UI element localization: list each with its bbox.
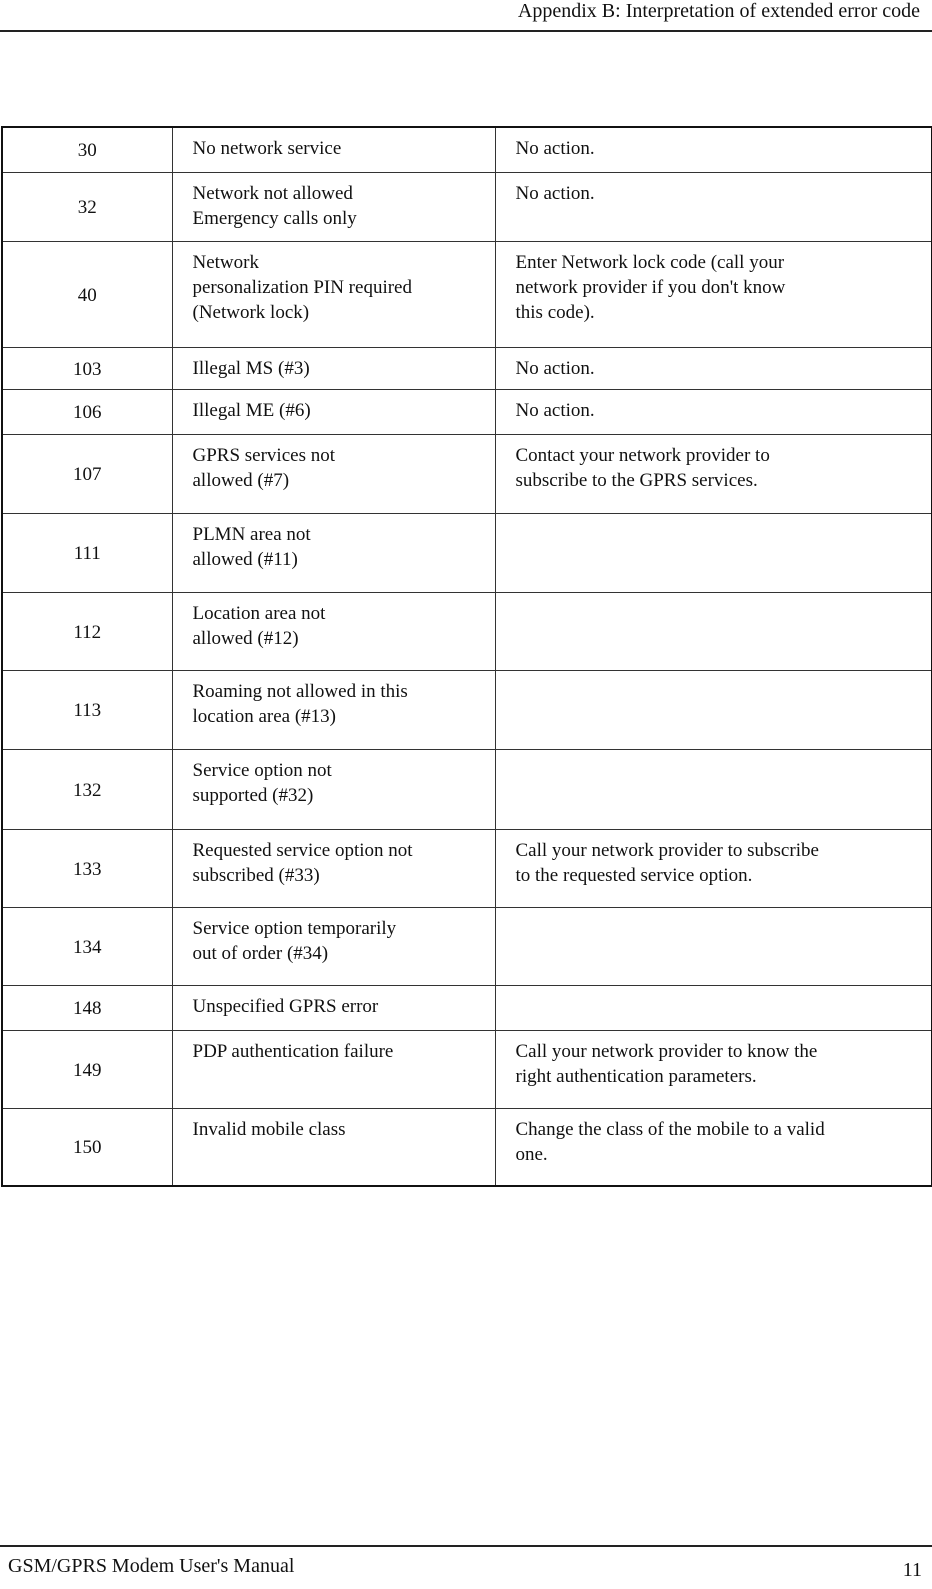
error-code-cell: 132 — [2, 749, 172, 829]
error-code-cell: 111 — [2, 513, 172, 592]
table-row — [2, 829, 932, 907]
error-code-cell: 150 — [2, 1108, 172, 1186]
table-row — [2, 1030, 932, 1108]
error-description-cell: Service option temporarily out of order (#34) — [172, 907, 495, 985]
error-code-cell: 112 — [2, 592, 172, 670]
table-row — [2, 592, 932, 670]
error-code-cell: 134 — [2, 907, 172, 985]
table-row — [2, 985, 932, 1030]
error-action-cell — [495, 907, 932, 985]
table-row — [2, 172, 932, 241]
page-number: 11 — [902, 1559, 922, 1581]
error-description-cell: Roaming not allowed in this location area (#13) — [172, 670, 495, 749]
error-description-cell: No network service — [172, 127, 495, 172]
error-description-cell: Network not allowed Emergency calls only — [172, 172, 495, 241]
error-description-cell: Invalid mobile class — [172, 1108, 495, 1186]
table-row — [2, 127, 932, 172]
error-action-cell — [495, 985, 932, 1030]
error-action-cell: Call your network provider to subscribe to the requested service option. — [495, 829, 932, 907]
header-divider — [0, 30, 932, 32]
error-code-cell: 103 — [2, 347, 172, 389]
error-code-cell: 149 — [2, 1030, 172, 1108]
table-row — [2, 670, 932, 749]
error-action-cell: Call your network provider to know the right authentication parameters. — [495, 1030, 932, 1108]
page-header-title: Appendix B: Interpretation of extended error code — [517, 0, 920, 22]
table-row — [2, 347, 932, 389]
error-action-cell: Contact your network provider to subscribe to the GPRS services. — [495, 434, 932, 513]
error-code-cell: 40 — [2, 241, 172, 347]
error-description-cell: Requested service option not subscribed (#33) — [172, 829, 495, 907]
error-action-cell — [495, 592, 932, 670]
error-code-cell: 148 — [2, 985, 172, 1030]
error-description-cell: Network personalization PIN required (Network lock) — [172, 241, 495, 347]
error-code-cell: 133 — [2, 829, 172, 907]
error-description-cell: PLMN area not allowed (#11) — [172, 513, 495, 592]
error-description-cell: Illegal MS (#3) — [172, 347, 495, 389]
error-description-cell: Service option not supported (#32) — [172, 749, 495, 829]
error-code-cell: 107 — [2, 434, 172, 513]
error-code-cell: 106 — [2, 389, 172, 434]
error-action-cell — [495, 749, 932, 829]
error-code-cell: 32 — [2, 172, 172, 241]
table-row — [2, 241, 932, 347]
error-action-cell: No action. — [495, 172, 932, 241]
error-description-cell: Illegal ME (#6) — [172, 389, 495, 434]
error-action-cell — [495, 513, 932, 592]
error-description-cell: Unspecified GPRS error — [172, 985, 495, 1030]
table-row — [2, 1108, 932, 1186]
table-row — [2, 749, 932, 829]
error-action-cell: No action. — [495, 127, 932, 172]
footer-divider — [0, 1545, 932, 1547]
error-action-cell — [495, 670, 932, 749]
table-row — [2, 907, 932, 985]
error-code-table — [1, 126, 932, 1187]
error-action-cell: No action. — [495, 389, 932, 434]
error-description-cell: GPRS services not allowed (#7) — [172, 434, 495, 513]
table-row — [2, 389, 932, 434]
error-action-cell: Change the class of the mobile to a valid one. — [495, 1108, 932, 1186]
error-action-cell: Enter Network lock code (call your network provider if you don't know this code). — [495, 241, 932, 347]
error-description-cell: Location area not allowed (#12) — [172, 592, 495, 670]
table-row — [2, 513, 932, 592]
error-action-cell: No action. — [495, 347, 932, 389]
error-code-cell: 113 — [2, 670, 172, 749]
footer-manual-title: GSM/GPRS Modem User's Manual — [8, 1555, 295, 1577]
table-row — [2, 434, 932, 513]
error-code-cell: 30 — [2, 127, 172, 172]
error-description-cell: PDP authentication failure — [172, 1030, 495, 1108]
